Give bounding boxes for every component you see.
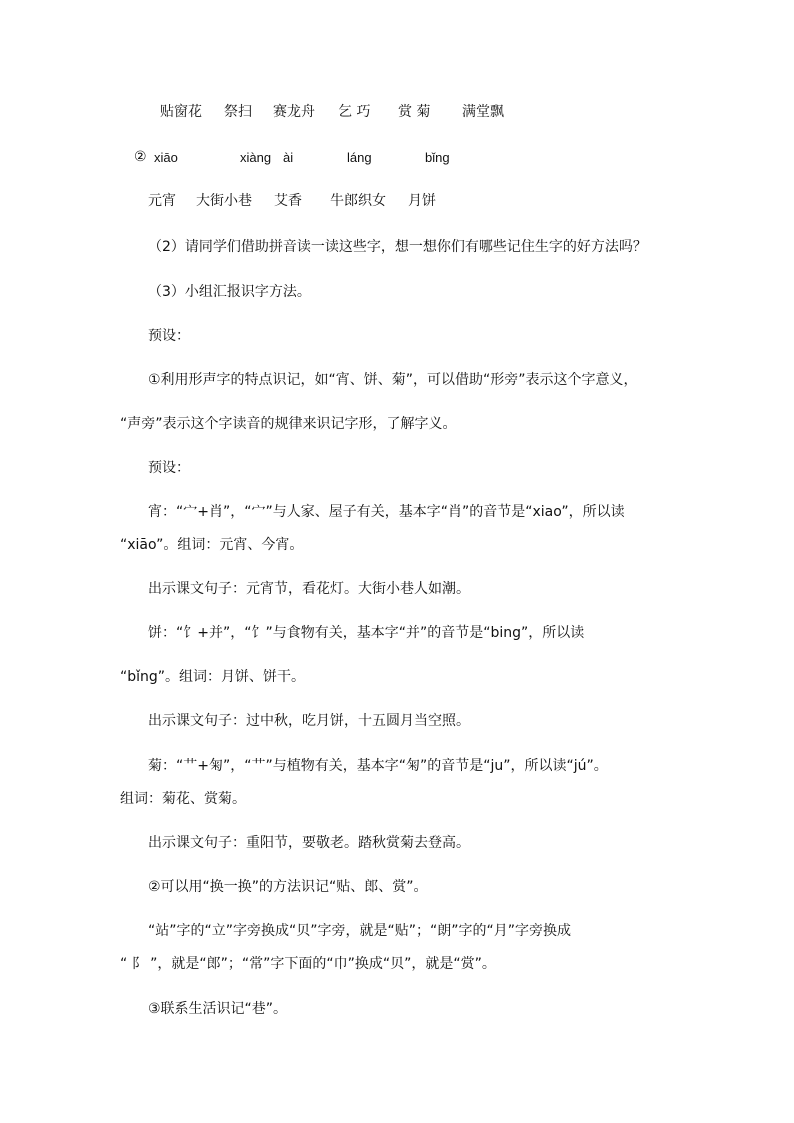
word-yue-bing: 月饼: [408, 193, 436, 209]
method-1-line-1: ①利用形声字的特点识记，如“宵、饼、菊”，可以借助“形旁”表示这个字意义，: [148, 372, 638, 388]
pinyin-bing: bǐng: [425, 150, 450, 165]
ju-analysis-line-1: 菊：“艹+匊”，“艹”与植物有关，基本字“匊”的音节是“ju”，所以读“jú”。: [148, 758, 608, 774]
word-niu-lang-zhi-nv: 牛郎织女: [330, 193, 386, 209]
bing-example-sentence: 出示课文句子：过中秋，吃月饼，十五圆月当空照。: [148, 713, 470, 729]
vocabulary-row: [0, 192, 794, 210]
xiao-analysis-line-1: 宵：“宀+肖”，“宀”与人家、屋子有关，基本字“肖”的音节是“xiao”，所以读: [148, 504, 625, 520]
pinyin-xiao: xiāo: [154, 150, 178, 165]
word-ai-xiang: 艾香: [274, 193, 302, 209]
method-3-heading: ③联系生活识记“巷”。: [148, 1001, 288, 1017]
preset-label-1: 预设：: [148, 328, 190, 344]
question-3: （3）小组汇报识字方法。: [148, 284, 311, 300]
word-man-tang-piao: 满堂飘: [462, 104, 504, 120]
method-2-heading: ②可以用“换一换”的方法识记“贴、郎、赏”。: [148, 879, 428, 895]
word-qi-qiao: 乞 巧: [338, 104, 371, 120]
bing-analysis-line-2: “bǐng”。组词：月饼、饼干。: [120, 669, 306, 685]
word-shang-ju: 赏 菊: [398, 104, 431, 120]
method-2-line-2: “ 阝 ”，就是“郎”；“常”字下面的“巾”换成“贝”，就是“赏”。: [120, 956, 496, 972]
ju-example-sentence: 出示课文句子：重阳节，要敬老。踏秋赏菊去登高。: [148, 835, 470, 851]
pinyin-lang: láng: [347, 150, 372, 165]
word-sai-long-zhou: 赛龙舟: [273, 104, 315, 120]
word-tie-chuang-hua: 贴窗花: [160, 104, 202, 120]
word-da-jie-xiao-xiang: 大街小巷: [196, 193, 252, 209]
pinyin-ai: ài: [283, 150, 294, 165]
festival-words-row: [0, 103, 794, 121]
pinyin-xiang: xiàng: [240, 150, 272, 165]
ju-analysis-line-2: 组词：菊花、赏菊。: [120, 791, 246, 807]
xiao-example-sentence: 出示课文句子：元宵节，看花灯。大街小巷人如潮。: [148, 581, 470, 597]
word-ji-sao: 祭扫: [224, 104, 252, 120]
pinyin-row: [0, 148, 794, 166]
preset-label-2: 预设：: [148, 460, 190, 476]
word-yuan-xiao: 元宵: [148, 193, 176, 209]
xiao-analysis-line-2: “xiāo”。组词：元宵、今宵。: [120, 537, 304, 553]
method-2-line-1: “站”字的“立”字旁换成“贝”字旁，就是“贴”；“朗”字的“月”字旁换成: [148, 923, 572, 939]
pinyin-row-marker: ②: [134, 149, 147, 165]
bing-analysis-line-1: 饼：“饣+并”，“饣”与食物有关，基本字“并”的音节是“bing”，所以读: [148, 625, 585, 641]
method-1-line-2: “声旁”表示这个字读音的规律来识记字形，了解字义。: [120, 416, 457, 432]
question-2: （2）请同学们借助拼音读一读这些字，想一想你们有哪些记住生字的好方法吗？: [148, 239, 647, 255]
